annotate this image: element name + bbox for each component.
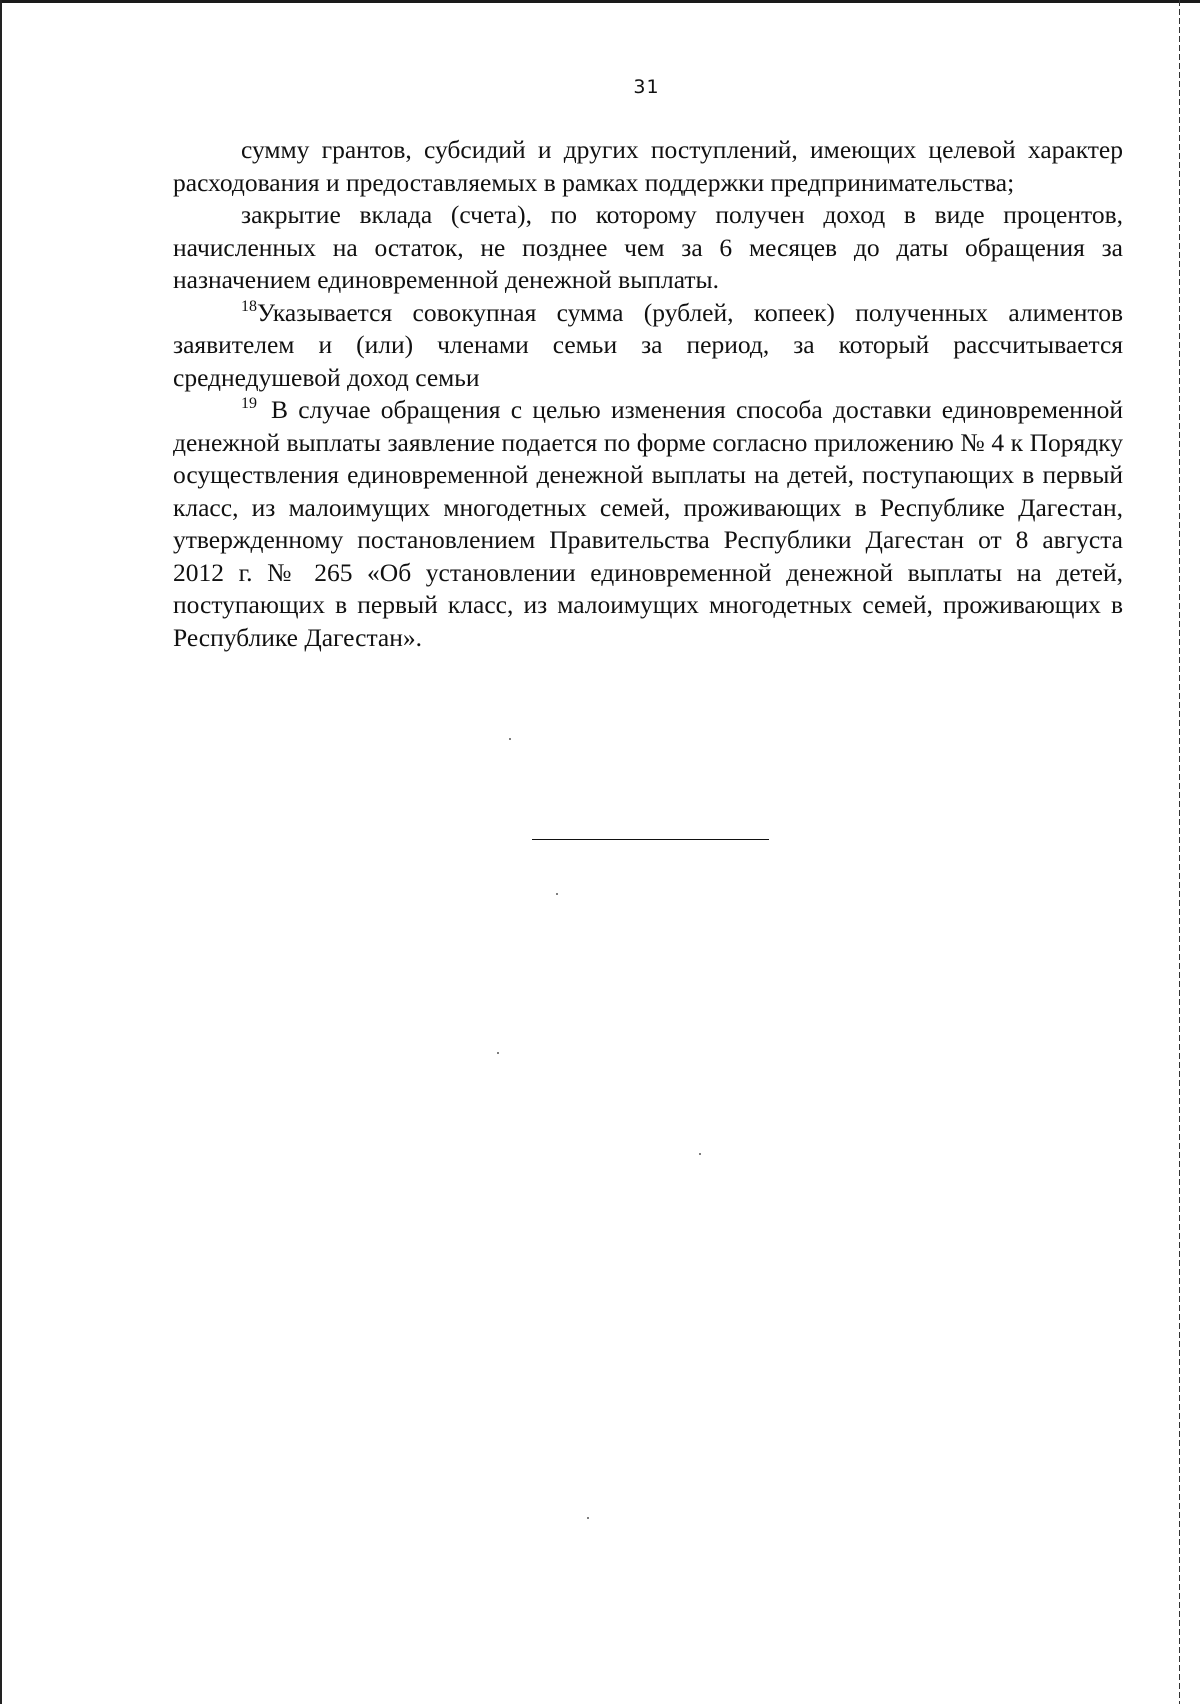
document-body [173,134,1123,654]
footnote-marker: 18 [241,297,257,315]
paragraph-grants [173,134,1123,199]
footnote-18 [173,297,1123,395]
page-number: 31 [633,76,660,98]
footnote-19 [173,394,1123,654]
scan-speck [587,1517,589,1519]
scan-edge-top [0,0,1200,3]
footnote-marker: 19 [241,395,257,412]
footnote-text: В случае обращения с целью изменения способа доставки единовременной денежной выплаты заявление подается по форме согласно приложению № 4 к Порядку осуществления единовременной денежной выплаты на детей, поступающих в первый класс, из малоимущих многодетных семей, проживающих в Республике Дагестан, утвержденному постановлением Правительства Республики Дагестан от 8 августа 2012 г. № 265 «Об установлении единовременной денежной выплаты на детей, поступающих в первый класс, из малоимущих многодетных семей, проживающих в Республике Дагестан». [173,395,1123,652]
scan-edge-left [0,0,2,1704]
scan-speck [699,1153,701,1155]
paragraph-text: сумму грантов, субсидий и других поступлений, имеющих целевой характер расходования и предоставляемых в рамках поддержки предпринимательства; [173,135,1123,197]
paragraph-deposit-closure [173,199,1123,297]
footnote-text: Указывается совокупная сумма (рублей, копеек) полученных алиментов заявителем и (или) членами семьи за период, за который рассчитывается среднедушевой доход семьи [173,297,1123,392]
scan-speck [509,738,511,740]
scan-speck [556,893,558,895]
paragraph-text: закрытие вклада (счета), по которому получен доход в виде процентов, начисленных на остаток, не позднее чем за 6 месяцев до даты обращения за назначением единовременной денежной выплаты. [173,200,1123,294]
scan-edge-right [1179,0,1180,1704]
scan-speck [497,1052,499,1054]
end-separator-line [532,839,769,840]
